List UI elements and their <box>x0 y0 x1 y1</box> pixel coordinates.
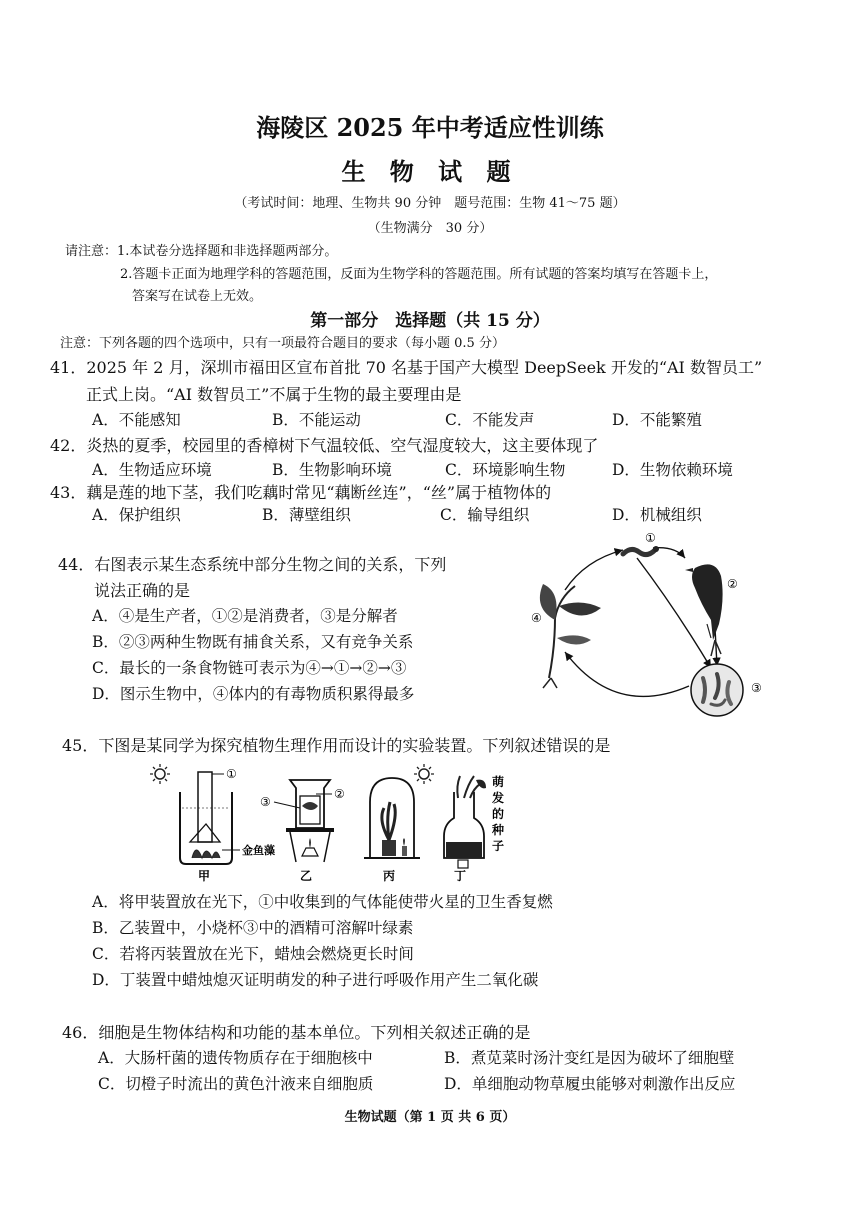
q45-option-b: B．乙装置中，小烧杯③中的酒精可溶解叶绿素 <box>92 919 414 937</box>
q42-option-d: D．生物依赖环境 <box>612 461 733 479</box>
yi-label-2: ② <box>334 787 345 801</box>
q41-option-c: C．不能发声 <box>445 411 535 429</box>
setup-jia-label: 甲 <box>198 869 211 882</box>
decomposer-circle-icon <box>691 664 743 716</box>
seed-label-4: 种 <box>492 823 505 837</box>
q44-option-a: A．④是生产者，①②是消费者，③是分解者 <box>92 607 398 625</box>
goldfish-weed-label: 金鱼藻 <box>242 844 275 857</box>
setup-yi <box>286 780 334 862</box>
q41-stem-line-2: 正式上岗。“AI 数智员工”不属于生物的最主要理由是 <box>86 385 462 404</box>
label-4: ④ <box>531 611 542 625</box>
notice-line-1 <box>65 240 337 259</box>
q42-option-c: C．环境影响生物 <box>445 461 566 479</box>
q46-stem: 46．细胞是生物体结构和功能的基本单位。下列相关叙述正确的是 <box>62 1023 531 1042</box>
q46-option-b: B．煮苋菜时汤汁变红是因为破坏了细胞壁 <box>444 1049 735 1067</box>
subject-title: 生 物 试 题 <box>341 157 519 186</box>
part1-title: 第一部分 选择题（共 15 分） <box>310 311 550 331</box>
caterpillar-icon <box>623 546 659 555</box>
exam-title: 海陵区 2025 年中考适应性训练 <box>256 113 604 142</box>
q41-stem-line-1: 41．2025 年 2 月，深圳市福田区宣布首批 70 名基于国产大模型 DeepSeek 开发的“AI 数智员工” <box>50 358 763 377</box>
q43-option-c: C．输导组织 <box>440 506 530 524</box>
plant-icon <box>540 584 601 688</box>
page-footer: 生物试题（第 1 页 共 6 页） <box>344 1110 516 1125</box>
q44-option-b: B．②③两种生物既有捕食关系，又有竞争关系 <box>92 633 414 651</box>
ecosystem-figure <box>525 528 785 720</box>
q45-stem: 45．下图是某同学为探究植物生理作用而设计的实验装置。下列叙述错误的是 <box>62 736 611 755</box>
q42-stem: 42．炎热的夏季，校园里的香樟树下气温较低、空气湿度较大，这主要体现了 <box>50 436 599 455</box>
q43-option-a: A．保护组织 <box>92 506 181 524</box>
q45-option-d: D．丁装置中蜡烛熄灭证明萌发的种子进行呼吸作用产生二氧化碳 <box>92 971 539 989</box>
seed-label-1: 萌 <box>492 775 505 789</box>
seed-label-5: 子 <box>492 839 505 853</box>
yi-label-3: ③ <box>260 795 271 809</box>
bird-icon <box>685 564 723 656</box>
q46-option-c: C．切橙子时流出的黄色汁液来自细胞质 <box>98 1075 374 1093</box>
notice-item-2-line-2: 答案写在试卷上无效。 <box>132 289 263 304</box>
q42-option-b: B．生物影响环境 <box>272 461 392 479</box>
notice-item-1: 1.本试卷分选择题和非选择题两部分。 <box>117 244 338 259</box>
q43-option-b: B．薄壁组织 <box>262 506 351 524</box>
setup-ding-label: 丁 <box>454 869 467 882</box>
q45-option-c: C．若将丙装置放在光下，蜡烛会燃烧更长时间 <box>92 945 414 963</box>
notice-label: 请注意： <box>65 244 118 259</box>
part1-instruction: 注意：下列各题的四个选项中，只有一项最符合题目的要求（每小题 0.5 分） <box>60 336 505 351</box>
q43-option-d: D．机械组织 <box>612 506 702 524</box>
experiment-figure <box>140 758 540 882</box>
q44-stem-line-2: 说法正确的是 <box>94 581 191 600</box>
q42-option-a: A．生物适应环境 <box>92 461 212 479</box>
notice-item-2-line-1: 2.答题卡正面为地理学科的答题范围，反面为生物学科的答题范围。所有试题的答案均填写在答题卡上， <box>120 267 718 282</box>
label-1: ① <box>645 531 656 545</box>
seed-label-3: 的 <box>492 807 505 821</box>
sun-icon <box>150 764 170 784</box>
setup-ding <box>444 776 486 868</box>
q43-stem: 43．藕是莲的地下茎，我们吃藕时常见“藕断丝连”，“丝”属于植物体的 <box>50 483 552 502</box>
score-info: （生物满分 30 分） <box>367 221 493 236</box>
arrow-3-to-4 <box>565 652 689 696</box>
q41-option-d: D．不能繁殖 <box>612 411 702 429</box>
setup-bing-label: 丙 <box>383 869 396 882</box>
q41-option-a: A．不能感知 <box>92 411 181 429</box>
seed-label-2: 发 <box>492 791 505 805</box>
arrow-4-to-1 <box>565 550 623 590</box>
label-2: ② <box>727 577 738 591</box>
label-3: ③ <box>751 681 762 695</box>
setup-yi-label: 乙 <box>300 869 313 882</box>
exam-info: （考试时间：地理、生物共 90 分钟 题号范围：生物 41～75 题） <box>234 196 626 211</box>
q45-option-a: A．将甲装置放在光下，①中收集到的气体能使带火星的卫生香复燃 <box>92 893 553 911</box>
q44-option-d: D．图示生物中，④体内的有毒物质积累得最多 <box>92 685 415 703</box>
q46-option-a: A．大肠杆菌的遗传物质存在于细胞核中 <box>98 1049 373 1067</box>
q46-option-d: D．单细胞动物草履虫能够对刺激作出反应 <box>444 1075 736 1093</box>
q44-option-c: C．最长的一条食物链可表示为④→①→②→③ <box>92 659 407 677</box>
q41-option-b: B．不能运动 <box>272 411 361 429</box>
q44-stem-line-1: 44．右图表示某生态系统中部分生物之间的关系，下列 <box>58 555 447 574</box>
setup-bing <box>364 778 420 858</box>
sun-icon <box>414 764 434 784</box>
jia-label-1: ① <box>226 767 237 781</box>
